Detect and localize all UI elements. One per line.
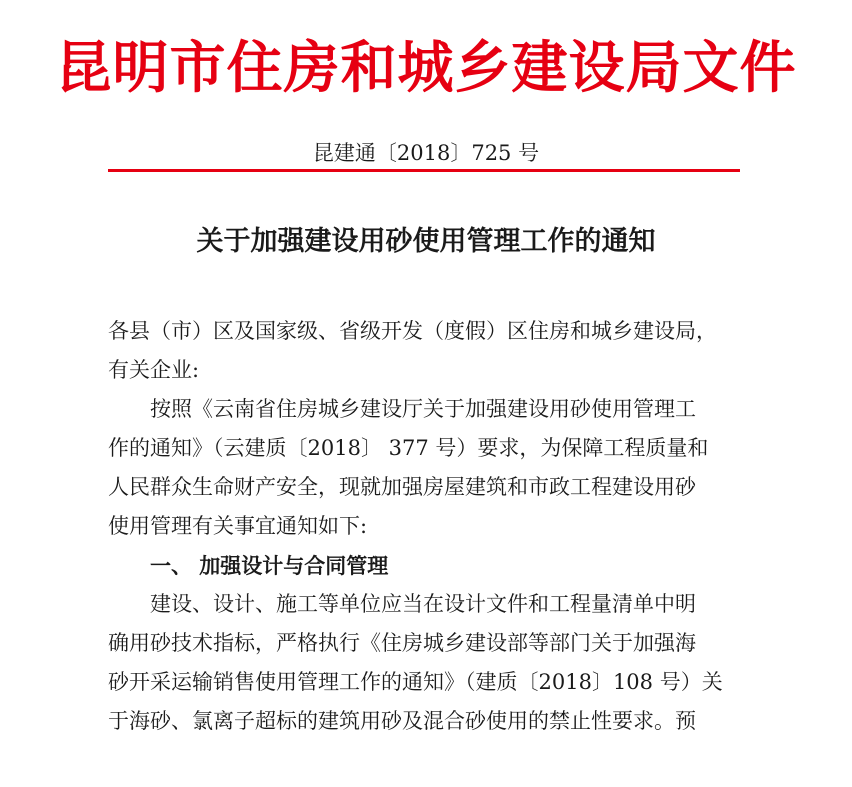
masthead-title: 昆明市住房和城乡建设局文件 bbox=[55, 35, 797, 101]
paragraph-line: 建设、设计、施工等单位应当在设计文件和工程量清单中明 bbox=[108, 592, 696, 616]
paragraph-line: 作的通知》（云建质〔2018〕 377 号）要求，为保障工程质量和 bbox=[108, 436, 709, 460]
red-divider bbox=[108, 169, 740, 172]
addressee-line: 有关企业: bbox=[108, 358, 200, 382]
paragraph-line: 于海砂、氯离子超标的建筑用砂及混合砂使用的禁止性要求。预 bbox=[108, 709, 696, 733]
paragraph-line: 人民群众生命财产安全，现就加强房屋建筑和市政工程建设用砂 bbox=[108, 475, 696, 499]
notice-title: 关于加强建设用砂使用管理工作的通知 bbox=[196, 226, 656, 257]
paragraph-line: 使用管理有关事宜通知如下: bbox=[108, 514, 368, 538]
paragraph-line: 确用砂技术指标，严格执行《住房城乡建设部等部门关于加强海 bbox=[108, 631, 696, 655]
addressee-line: 各县（市）区及国家级、省级开发（度假）区住房和城乡建设局， bbox=[108, 319, 717, 343]
paragraph-line: 砂开采运输销售使用管理工作的通知》（建质〔2018〕108 号）关 bbox=[108, 670, 723, 694]
section-heading: 一、 加强设计与合同管理 bbox=[108, 553, 389, 578]
document-body bbox=[108, 312, 748, 741]
document-number: 昆建通〔2018〕725 号 bbox=[312, 141, 540, 165]
paragraph-line: 按照《云南省住房城乡建设厅关于加强建设用砂使用管理工 bbox=[108, 397, 696, 421]
